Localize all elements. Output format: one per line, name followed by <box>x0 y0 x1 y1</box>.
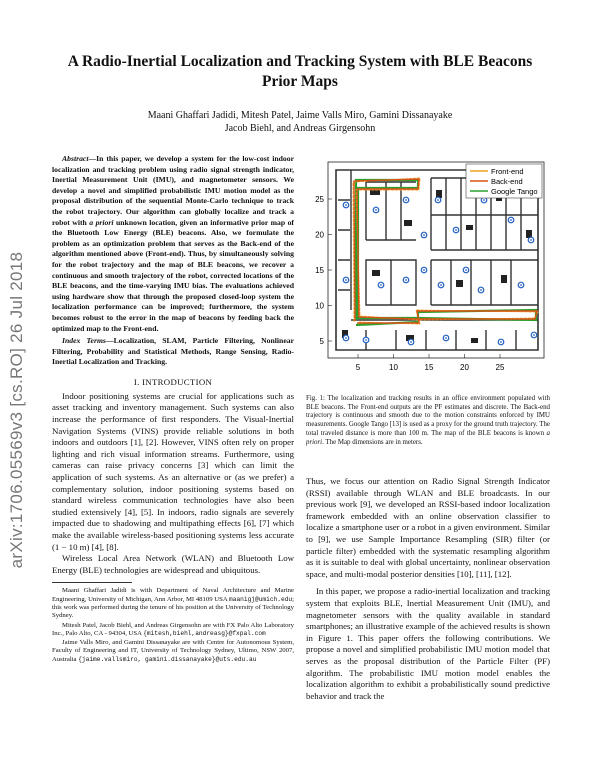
beacon-marker-dot <box>520 284 522 286</box>
footnote-rule <box>52 582 132 583</box>
footnote-1 <box>52 587 294 620</box>
beacon-marker-dot <box>345 279 347 281</box>
right-paragraph-1: Thus, we focus our attention on Radio Signal Strength Indicator (RSSI) available through WLAN and BLE broadcasts. In our previous work [9], we developed an RSSI-based indoor localization framework embedded with an online observation classifier to localize a smartphone user or a robot in a given environment. Similar to [9], we use Sample Importance Resampling (SIR) filter (or particle filter) embedded with the systematic resampling algorithm as it is suitable to deal with global uncertainty, nonlinear observation space, and multi-modal posterior densities [10], [11], [12]. <box>306 476 550 579</box>
y-tick-label: 5 <box>319 337 324 346</box>
abstract-label: Abstract <box>62 154 89 163</box>
y-tick-label: 10 <box>315 301 324 311</box>
index-terms: Index Terms—Localization, SLAM, Particle Filtering, Nonlinear Filtering, Probability and Statistical Methods, Range Sensing, Radio-Inertial Localization and Tracking. <box>52 336 294 367</box>
footnote-3-text: Jaime Valls Miro, and Gamini Dissanayake are with Centre for Autonomous System, Faculty of Engineering and IT, University of Technology Sydney, Ultimo, NSW 2007, Australia <box>52 639 294 663</box>
beacon-marker-dot <box>465 269 467 271</box>
y-tick-label: 20 <box>315 230 324 240</box>
beacon-marker-dot <box>533 334 535 336</box>
footnote-2-text: Mitesh Patel, Jacob Biehl, and Andreas Girgensohn are with FX Palo Alto Laboratory Inc., Palo Alto, CA - 94304, USA <box>52 621 294 637</box>
y-tick-label: 25 <box>315 195 324 204</box>
y-tick-label: 15 <box>315 266 324 275</box>
abstract-text-2: unknown location, given an informative prior map of the Bluetooth Low Energy (BLE) beacons. Also, we formulate the problem as an optimization problem that serves as the Back-end of the algorithm mentioned above (Front-end). Thus, by simultaneously solving for the robot trajectory and the map of BLE beacons, we recover a continuous and smooth trajectory of the robot, corrected locations of the BLE beacons, and the time-varying IMU bias. The evaluations achieved using hardware show that through the proposed closed-loop system the localization performance can be improved; furthermore, the system becomes robust to the error in the map of beacons by feeding back the optimized map to the Front-end. <box>52 217 294 333</box>
beacon-marker-dot <box>445 337 447 339</box>
beacon-marker-dot <box>365 339 367 341</box>
right-column <box>306 476 550 702</box>
beacon-marker-dot <box>510 219 512 221</box>
x-tick-label: 15 <box>424 363 434 372</box>
caption-italic: a priori <box>306 429 550 446</box>
legend-google-tango: Google Tango <box>491 187 538 196</box>
beacon-marker-dot <box>405 279 407 281</box>
footnote-2 <box>52 622 294 639</box>
beacon-marker-dot <box>437 199 439 201</box>
abstract: Abstract—In this paper, we develop a system for the low-cost indoor localization and tracking problem using radio signal strength indicator, Inertial Measurement Unit (IMU), and magnetometer sensors. We develop a novel and simplified probabilistic IMU motion model as the proposal distribution of the sequential Monte-Carlo technique to track the robot trajectory. Our algorithm can globally localize and track a robot with a priori unknown location, given an informative prior map of the Bluetooth Low Energy (BLE) beacons. Also, we formulate the problem as an optimization problem that serves as the Back-end of the algorithm mentioned above (Front-end). Thus, by simultaneously solving for the robot trajectory and the map of BLE beacons, we recover a continuous and smooth trajectory of the robot, corrected locations of the BLE beacons, and the time-varying IMU bias. The evaluations achieved using hardware show that through the proposed closed-loop system the localization performance can be improved; furthermore, the system becomes robust to the error in the map of beacons by feeding back the optimized map to the Front-end. <box>52 154 294 333</box>
beacon-marker-dot <box>530 239 532 241</box>
authors-line-1: Maani Ghaffari Jadidi, Mitesh Patel, Jaime Valls Miro, Gamini Dissanayake <box>147 110 453 121</box>
legend <box>466 164 542 198</box>
beacon-marker-dot <box>480 289 482 291</box>
legend-back-end: Back-end <box>491 177 523 186</box>
beacon-marker-dot <box>410 341 412 343</box>
footnote-3-email: {jaime.vallsmiro, gamini.dissanayake}@uts.edu.au <box>78 655 257 663</box>
footnote-1-text: Maani Ghaffari Jadidi is with Department of Naval Architecture and Marine Engineering, University of Michigan, Ann Arbor, MI 48109 USA <box>52 587 294 603</box>
beacon-marker-dot <box>423 269 425 271</box>
beacon-marker-dot <box>345 337 347 339</box>
intro-paragraph-2: Wireless Local Area Network (WLAN) and Bluetooth Low Energy (BLE) technologies are widespread and ubiquitous. <box>52 553 294 575</box>
intro-paragraph-1: Indoor positioning systems are crucial for applications such as asset tracking and inventory management. Such systems can also increase the performance of first responders. The Visual-Inertial Navigation Systems (VINS) provide reliable solutions in both indoors and outdoors [1], [2]. However, VINS often rely on proper lighting and rich visual information streams. Furthermore, using cameras can raise privacy concerns [3] which can limit the application of such systems. As an alternative or (as we prefer) a complementary solution, indoor positioning systems based on standard wireless communication technologies have also been studied extensively [4], [5]. In indoors, radio signals are severely impacted due to shadowing and multipathing effects [6], [7] which make the available wireless-based positioning systems less accurate (1 − 10 m) [4], [8]. <box>52 390 294 552</box>
figure-1-caption <box>306 395 550 447</box>
authors <box>110 109 490 135</box>
beacon-marker-dot <box>455 229 457 231</box>
x-tick-label: 5 <box>355 363 361 372</box>
beacon-marker-dot <box>405 199 407 201</box>
x-tick-label: 25 <box>495 363 505 372</box>
left-column <box>52 154 294 665</box>
caption-text: Fig. 1: The localization and tracking results in an office environment populated with BLE beacons. The Front-end outputs are the PF estimates and discrete. The Back-end trajectory is continuous and smooth due to the motion constraints enforced by IMU measurements. Google Tango [13] is used as a proxy for the ground truth trajectory. The total traveled distance is more than 100 m. The map of the BLE beacons is known <box>306 395 550 437</box>
arxiv-id: arXiv:1706.05569v3 [cs.RO] 26 Jul 2018 <box>7 251 26 569</box>
beacon-marker-dot <box>440 284 442 286</box>
section-heading-intro: I. INTRODUCTION <box>133 376 213 387</box>
beacon-marker-dot <box>500 341 502 343</box>
x-tick-label: 20 <box>460 363 469 372</box>
beacon-marker-dot <box>345 204 347 206</box>
x-tick-label: 10 <box>389 363 398 372</box>
figure-1 <box>306 160 550 390</box>
footnote-2-email: {mitesh,biehl,andreasg}@fxpal.com <box>143 629 266 637</box>
footnote-3 <box>52 639 294 664</box>
footnote-1-email: maanigj@umich.edu <box>229 595 293 603</box>
right-paragraph-2: In this paper, we propose a radio-inertial localization and tracking system that exploits BLE, Inertial Measurement Unit (IMU), and magnetometer sensors with the quality available in standard smartphones; an illustrative example of the achieved results is shown in Figure 1. This paper offers the following contributions. We propose a novel and simplified probabilistic IMU motion model that serves as the proposal distribution of the Particle Filter (PF) algorithm. The probabilistic IMU motion model enables the localization algorithm to exhibit a probabilistically sound predictive behavior and track the <box>306 586 550 701</box>
beacon-marker-dot <box>483 199 485 201</box>
authors-line-2: Jacob Biehl, and Andreas Girgensohn <box>224 123 376 134</box>
beacon-marker-dot <box>380 284 382 286</box>
abstract-text-1: In this paper, we develop a system for the low-cost indoor localization and tracking problem using radio signal strength indicator, Inertial Measurement Unit (IMU), and magnetometer sensors. We develop a novel and simplified probabilistic IMU motion model as the proposal distribution of the sequential Monte-Carlo technique to track the robot trajectory. Our algorithm can globally localize and track a robot with <box>52 154 294 227</box>
legend-front-end: Front-end <box>491 167 524 176</box>
beacon-marker-dot <box>375 209 377 211</box>
caption-tail: . The Map dimensions are in meters. <box>322 438 423 446</box>
abstract-italic: a priori <box>89 217 114 227</box>
paper-title: A Radio-Inertial Localization and Tracking System with BLE Beacons Prior Maps <box>67 53 533 90</box>
index-terms-label: Index Terms <box>62 336 106 346</box>
footnote-1-tail: ; this work was performed during the tenure of his position at the University of Technology Sydney. <box>52 595 294 620</box>
arxiv-stamp <box>2 200 32 620</box>
index-terms-text: Localization, SLAM, Particle Filtering, Nonlinear Filtering, Probability and Statistical Methods, Range Sensing, Radio-Inertial Localization and Tracking. <box>52 336 294 367</box>
map-plot <box>306 160 550 390</box>
beacon-marker-dot <box>423 234 425 236</box>
